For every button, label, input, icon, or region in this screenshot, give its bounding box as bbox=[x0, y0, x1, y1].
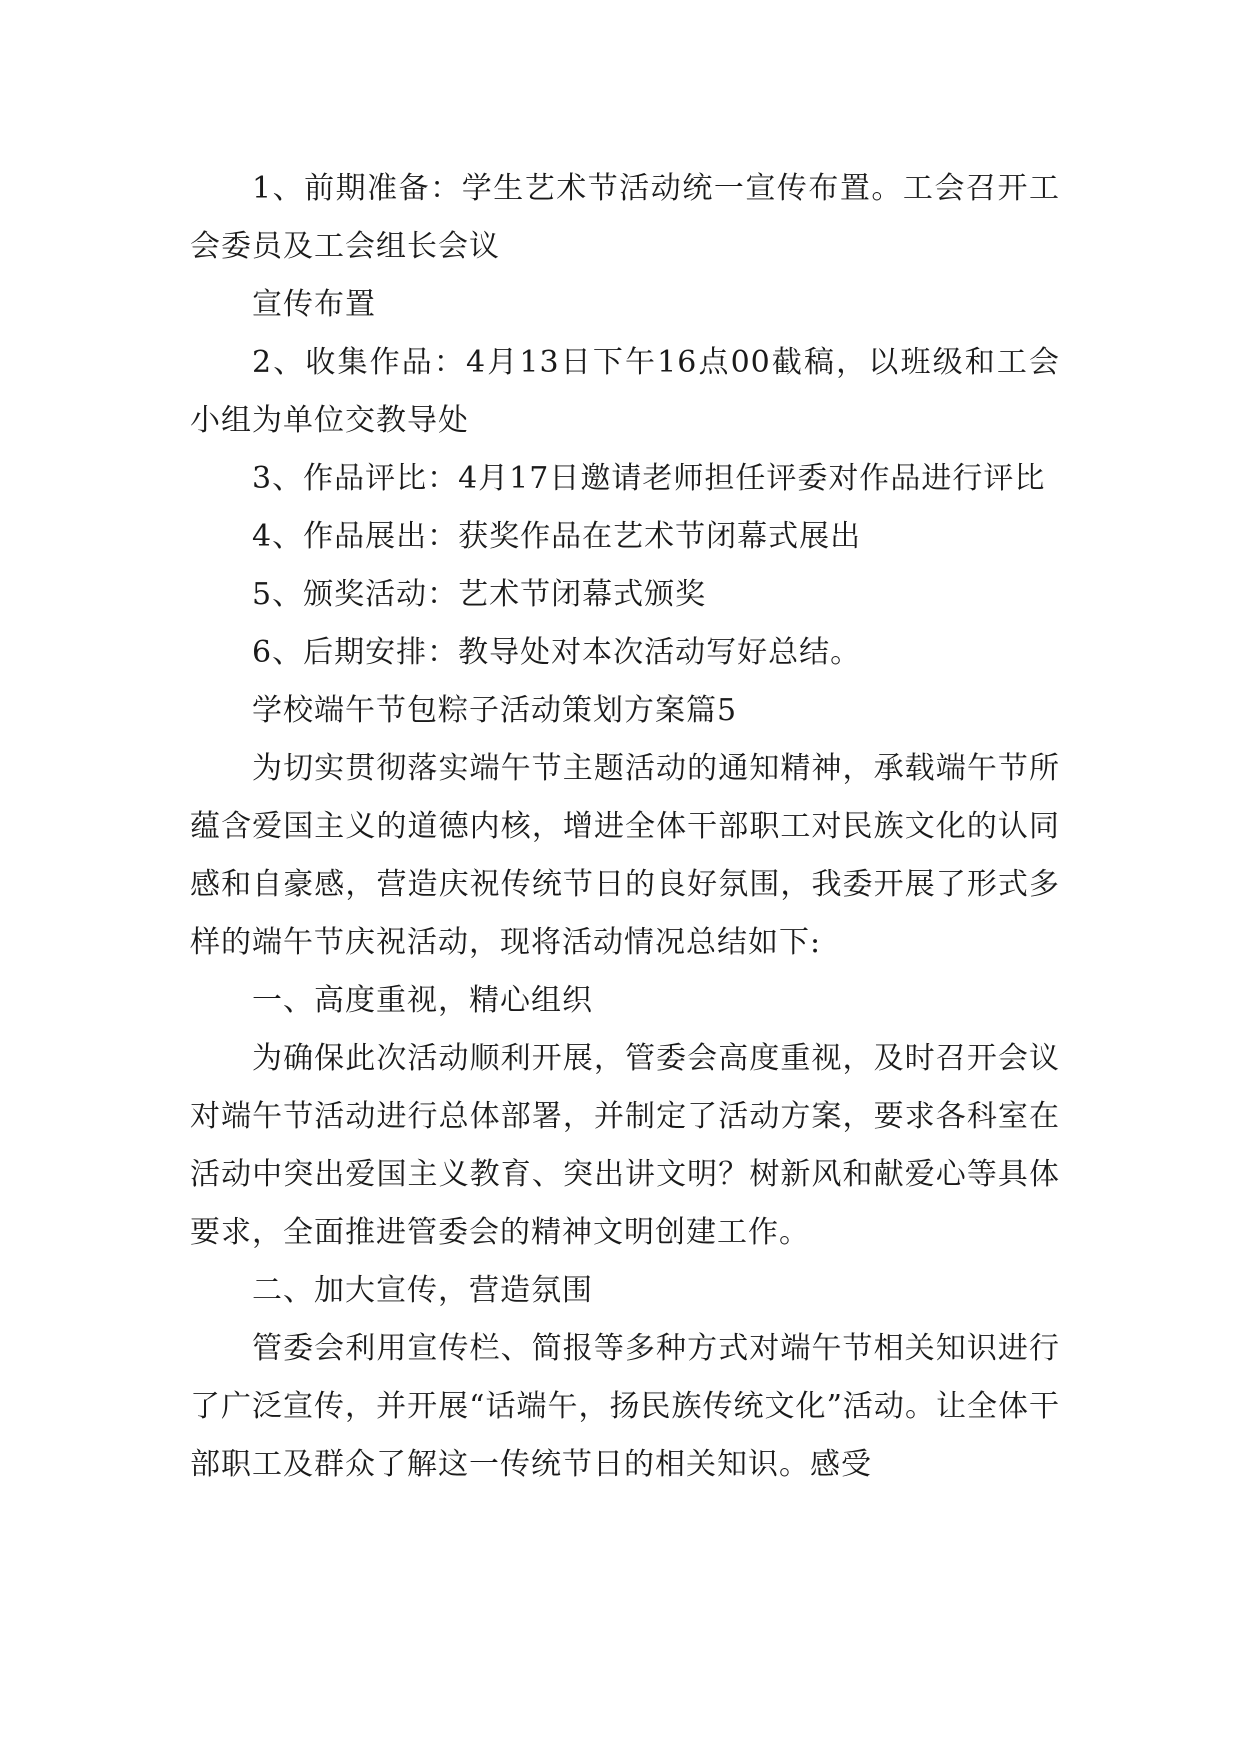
paragraph-judging: 3、作品评比：4月17日邀请老师担任评委对作品进行评比 bbox=[252, 461, 1046, 496]
paragraph-organization: 为确保此次活动顺利开展，管委会高度重视，及时召开会议对端午节活动进行总体部署，并制定了活动方案，要求各科室在活动中突出爱国主义教育、突出讲文明？树新风和献爱心等具体要求，全面推进管委会的精神文明创建工作。 bbox=[190, 1041, 1060, 1250]
paragraph-awards: 5、颁奖活动：艺术节闭幕式颁奖 bbox=[252, 577, 707, 612]
paragraph-followup: 6、后期安排：教导处对本次活动写好总结。 bbox=[252, 635, 862, 670]
paragraph-collect-works: 2、收集作品：4月13日下午16点00截稿，以班级和工会小组为单位交教导处 bbox=[190, 345, 1060, 438]
paragraph-exhibition: 4、作品展出：获奖作品在艺术节闭幕式展出 bbox=[252, 519, 862, 554]
paragraph-prep: 1、前期准备：学生艺术节活动统一宣传布置。工会召开工会委员及工会组长会议 bbox=[190, 171, 1060, 264]
paragraph-publicity-setup: 宣传布置 bbox=[252, 287, 376, 322]
document-page bbox=[190, 160, 1060, 1494]
paragraph-intro: 为切实贯彻落实端午节主题活动的通知精神，承载端午节所蕴含爱国主义的道德内核，增进全体干部职工对民族文化的认同感和自豪感，营造庆祝传统节日的良好氛围，我委开展了形式多样的端午节庆祝活动，现将活动情况总结如下: bbox=[190, 751, 1060, 960]
section-title: 学校端午节包粽子活动策划方案篇5 bbox=[252, 693, 738, 728]
heading-two: 二、加大宣传，营造氛围 bbox=[252, 1273, 593, 1308]
paragraph-publicity: 管委会利用宣传栏、简报等多种方式对端午节相关知识进行了广泛宣传，并开展“话端午，扬民族传统文化”活动。让全体干部职工及群众了解这一传统节日的相关知识。感受 bbox=[190, 1331, 1060, 1482]
heading-one: 一、高度重视，精心组织 bbox=[252, 983, 593, 1018]
